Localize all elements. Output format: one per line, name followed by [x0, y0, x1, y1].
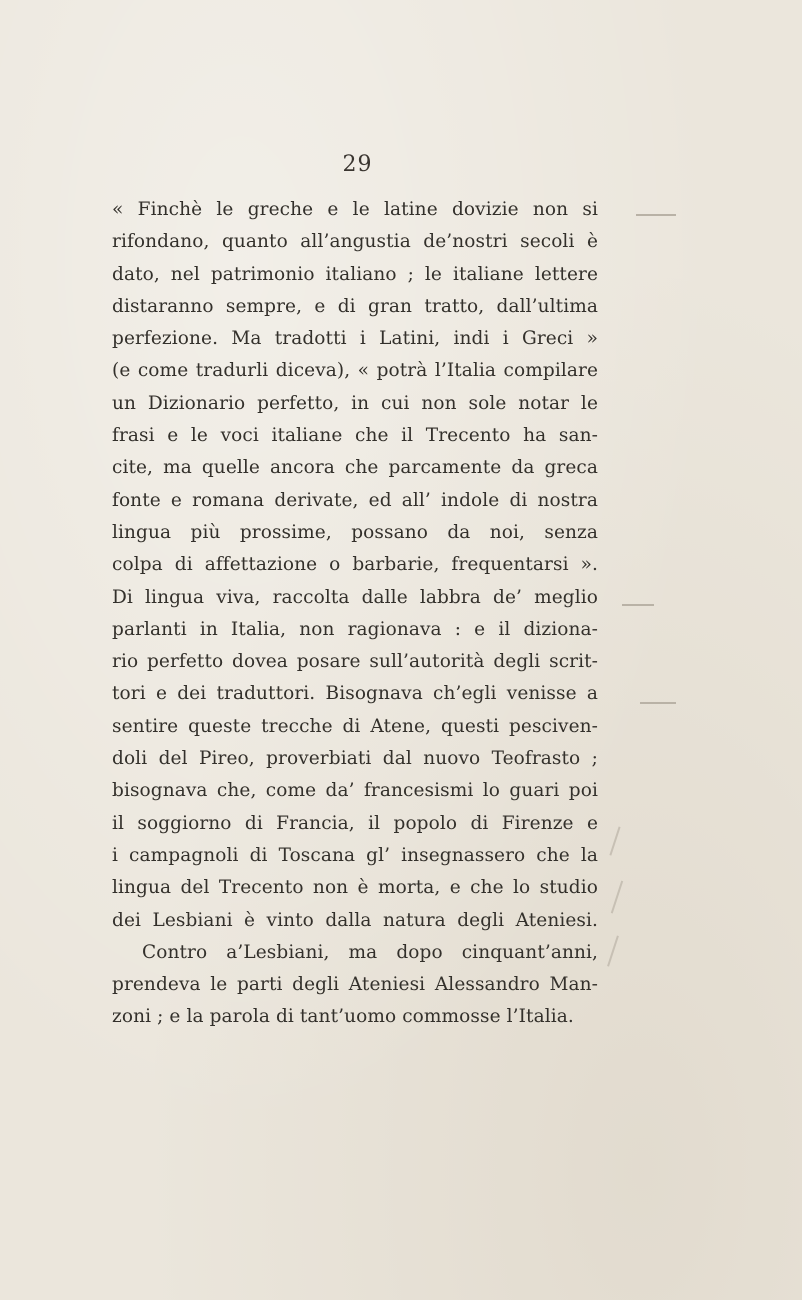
text-line: rio perfetto dovea posare sull’autorità degli scrit- — [112, 651, 598, 673]
text-line: bisognava che, come da’ francesismi lo guari poi — [112, 780, 598, 802]
text-line: rifondano, quanto all’angustia de’nostri secoli è — [112, 231, 598, 253]
text-line: lingua più prossime, possano da noi, senza — [112, 521, 598, 543]
text-line: sentire queste trecche di Atene, questi pesciven- — [112, 715, 598, 737]
fold-mark — [607, 936, 618, 967]
text-line: distaranno sempre, e di gran tratto, dall’ultima — [112, 295, 598, 317]
text-line: i campagnoli di Toscana gl’ insegnassero che la — [112, 844, 598, 866]
text-line: (e come tradurli diceva), « potrà l’Italia compilare — [112, 360, 598, 382]
text-line: parlanti in Italia, non ragionava : e il diziona- — [112, 618, 598, 640]
text-line: perfezione. Ma tradotti i Latini, indi i Greci » — [112, 328, 598, 350]
fold-mark — [609, 827, 620, 856]
text-line: doli del Pireo, proverbiati dal nuovo Teofrasto ; — [112, 748, 598, 770]
text-line: tori e dei traduttori. Bisognava ch’egli venisse a — [112, 683, 598, 705]
body-text — [112, 194, 598, 1034]
text-line: il soggiorno di Francia, il popolo di Firenze e — [112, 812, 598, 834]
text-line: prendeva le parti degli Ateniesi Alessandro Man- — [112, 974, 598, 996]
text-line: zoni ; e la parola di tant’uomo commosse l’Italia. — [112, 1006, 574, 1028]
text-line: cite, ma quelle ancora che parcamente da greca — [112, 457, 598, 479]
fold-mark — [611, 881, 623, 914]
text-line: fonte e romana derivate, ed all’ indole di nostra — [112, 489, 598, 511]
margin-mark — [636, 214, 676, 216]
text-line: lingua del Trecento non è morta, e che lo studio — [112, 877, 598, 899]
text-line: « Finchè le greche e le latine dovizie non si — [112, 199, 598, 220]
text-line: dato, nel patrimonio italiano ; le italiane lettere — [112, 263, 598, 285]
text-line: Di lingua viva, raccolta dalle labbra de’ meglio — [112, 586, 598, 608]
text-line: Contro a’Lesbiani, ma dopo cinquant’anni, — [142, 941, 598, 963]
text-line: un Dizionario perfetto, in cui non sole notar le — [112, 392, 598, 414]
margin-mark — [622, 604, 654, 606]
text-line: colpa di affettazione o barbarie, frequentarsi ». — [112, 554, 598, 576]
text-line: dei Lesbiani è vinto dalla natura degli Ateniesi. — [112, 909, 598, 931]
text-line: frasi e le voci italiane che il Trecento ha san- — [112, 425, 598, 447]
margin-mark — [640, 702, 676, 704]
page-number: 29 — [342, 152, 373, 177]
